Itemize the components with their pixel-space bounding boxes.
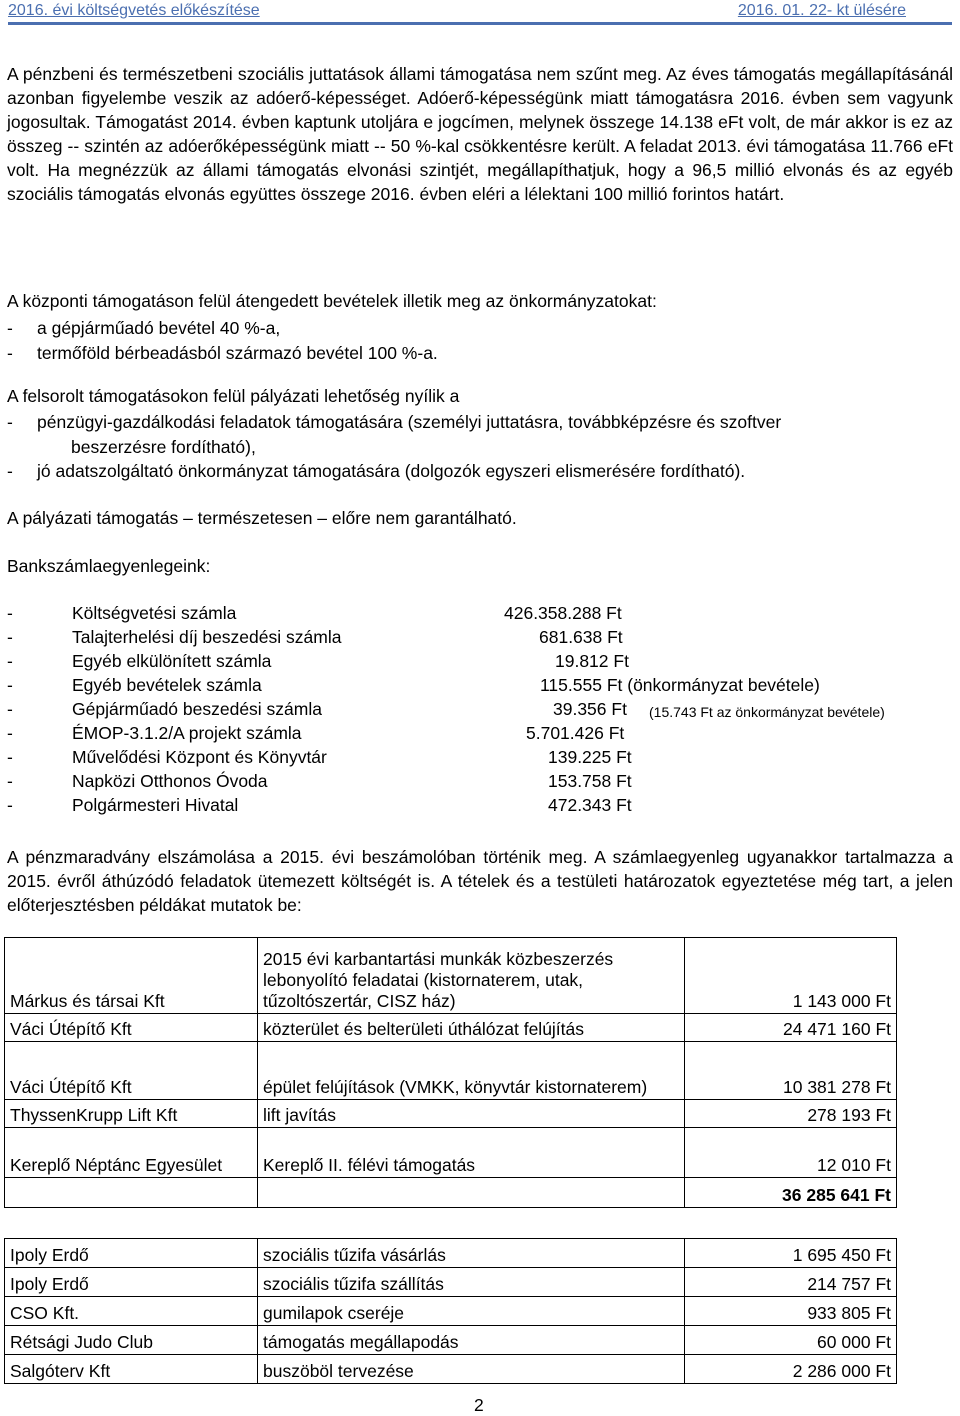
table-cell: Rétsági Judo Club: [5, 1326, 258, 1355]
table-cell: 12 010 Ft: [685, 1128, 897, 1178]
table-cell: Váci Útépítő Kft: [5, 1042, 258, 1100]
table-cell: [258, 1178, 685, 1208]
table-cell: 2015 évi karbantartási munkák közbeszerzés lebonyolító feladatai (kistornaterem, utak, tűzoltószertár, CISZ ház): [258, 938, 685, 1014]
table-cell: 60 000 Ft: [685, 1326, 897, 1355]
table-cell: épület felújítások (VMKK, könyvtár kistornaterem): [258, 1042, 685, 1100]
table-cell: [5, 1178, 258, 1208]
table-row: [5, 1268, 897, 1297]
table-cell: Márkus és társai Kft: [5, 938, 258, 1014]
table-cell: szociális tűzifa szállítás: [258, 1268, 685, 1297]
table-cell: 933 805 Ft: [685, 1297, 897, 1326]
page-number: 2: [474, 1395, 484, 1415]
table-row: [5, 1100, 897, 1128]
table-row: [5, 1297, 897, 1326]
table-cell: szociális tűzifa vásárlás: [258, 1239, 685, 1268]
table-cell: 1 695 450 Ft: [685, 1239, 897, 1268]
table-other-obligations: [4, 1238, 897, 1384]
paragraph-transferred-revenue-intro: A központi támogatáson felül átengedett bevételek illetik meg az önkormányzatokat:: [7, 291, 657, 311]
table-row: [5, 938, 897, 1014]
table-cell: 1 143 000 Ft: [685, 938, 897, 1014]
header-rule: [8, 22, 952, 25]
table-cell: Ipoly Erdő: [5, 1239, 258, 1268]
table-cell: Kereplő Néptánc Egyesület: [5, 1128, 258, 1178]
paragraph-grant-intro: A felsorolt támogatásokon felül pályázati lehetőség nyílik a: [7, 386, 460, 406]
table-total-cell: 36 285 641 Ft: [685, 1178, 897, 1208]
table-cell: közterület és belterületi úthálózat felújítás: [258, 1014, 685, 1042]
table-row: [5, 1239, 897, 1268]
account-note: (15.743 Ft az önkormányzat bevétele): [649, 704, 885, 720]
table-cell: gumilapok cseréje: [258, 1297, 685, 1326]
table-cell: ThyssenKrupp Lift Kft: [5, 1100, 258, 1128]
table-cell: Váci Útépítő Kft: [5, 1014, 258, 1042]
table-cell: 10 381 278 Ft: [685, 1042, 897, 1100]
table-cell: Ipoly Erdő: [5, 1268, 258, 1297]
paragraph-social-support: A pénzbeni és természetbeni szociális juttatások állami támogatása nem szűnt meg. Az éves támogatás megállapításánál azonban figyelembe veszik az adóerő-képességet. Adóerő-képességünk miatt támogatásra 2016. évben sem vagyunk jogosultak. Támogatást 2014. évben kaptunk utoljára e jogcímen, melynek összege 14.138 eFt volt, de már akkor is ez az összeg -- szintén az adóerőképességünk miatt -- 50 %-kal csökkentésre került. A feladat 2013. évi támogatása 11.766 eFt volt. Ha megnézzük az állami támogatás elvonási szintjét, megállapíthatjuk, hogy a 96,5 millió elvonás és az egyéb szociális támogatás elvonás együttes összege 2016. évben eléri a lélektani 100 millió forintos határt.: [7, 64, 953, 204]
table-row: [5, 1042, 897, 1100]
table-cell: támogatás megállapodás: [258, 1326, 685, 1355]
table-row: [5, 1355, 897, 1384]
table-cell: 2 286 000 Ft: [685, 1355, 897, 1384]
table-row: [5, 1326, 897, 1355]
table-row: [5, 1014, 897, 1042]
accounts-title: Bankszámlaegyenlegeink:: [7, 556, 211, 576]
table-cell: 214 757 Ft: [685, 1268, 897, 1297]
header-title: 2016. évi költségvetés előkészítése: [8, 2, 260, 19]
table-obligations: [4, 937, 897, 1208]
header-date: 2016. 01. 22- kt ülésére: [737, 2, 906, 19]
paragraph-grant-note: A pályázati támogatás – természetesen – előre nem garantálható.: [7, 508, 517, 528]
table-cell: Kereplő II. félévi támogatás: [258, 1128, 685, 1178]
table-cell: CSO Kft.: [5, 1297, 258, 1326]
table-total-row: [5, 1178, 897, 1208]
table-cell: lift javítás: [258, 1100, 685, 1128]
table-row: [5, 1128, 897, 1178]
table-cell: Salgóterv Kft: [5, 1355, 258, 1384]
table-cell: 278 193 Ft: [685, 1100, 897, 1128]
page-header: [8, 0, 952, 26]
table-cell: buszöböl tervezése: [258, 1355, 685, 1384]
table-cell: 24 471 160 Ft: [685, 1014, 897, 1042]
paragraph-residual: A pénzmaradvány elszámolása a 2015. évi beszámolóban történik meg. A számlaegyenleg ugyanakkor tartalmazza a 2015. évről áthúzódó feladatok ütemezett költségét is. A tételek és a testületi határozatok egyeztetése még tart, a jelen előterjesztésben példákat mutatok be:: [7, 847, 953, 915]
